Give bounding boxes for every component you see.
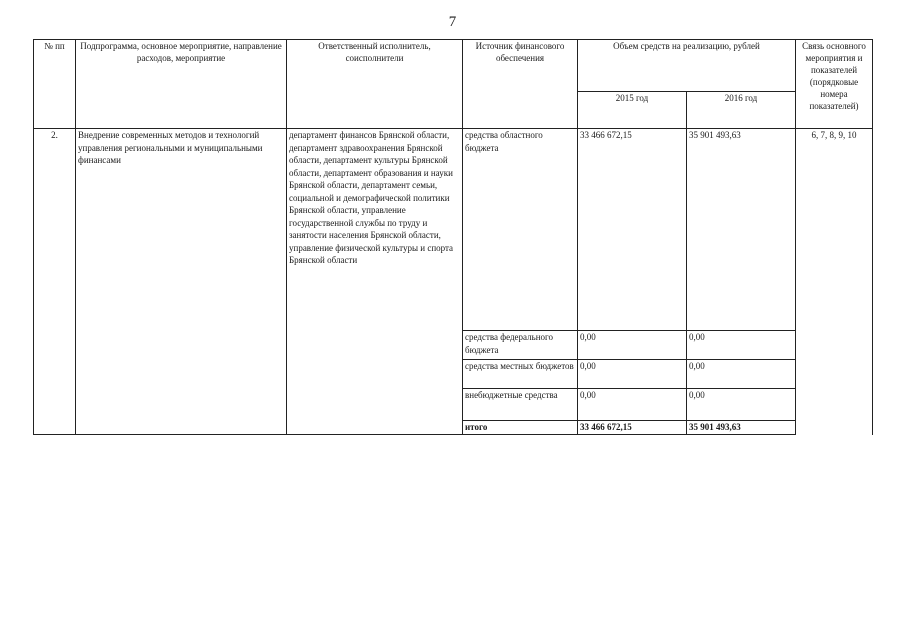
row-executor: департамент финансов Брянской области, департамент здравоохранения Брянской области, департамент культуры Брянской области, департамент образования и науки Брянской области, департамент семьи, социальной и демографической политики Брянской области, управление государственной службы по труду и занятости населения Брянской области, управление физической культуры и спорта Брянской области [287, 129, 463, 435]
header-volume: Объем средств на реализацию, рублей [578, 40, 796, 92]
financing-table [33, 39, 873, 435]
source-2016-value: 0,00 [687, 389, 796, 421]
page-number: 7 [448, 14, 457, 30]
row-link: 6, 7, 8, 9, 10 [796, 129, 873, 435]
header-source: Источник финансового обеспечения [463, 40, 578, 129]
source-name: средства федерального бюджета [463, 331, 578, 360]
header-link: Связь основного мероприятия и показателей (порядковые номера показателей) [796, 40, 873, 129]
source-2015-value: 0,00 [578, 331, 687, 360]
source-2015-value: 0,00 [578, 360, 687, 389]
source-2015-value: 33 466 672,15 [578, 129, 687, 331]
header-year-2016: 2016 год [687, 91, 796, 128]
source-2015-value: 0,00 [578, 389, 687, 421]
total-2016-value: 35 901 493,63 [687, 421, 796, 435]
source-2016-value: 35 901 493,63 [687, 129, 796, 331]
header-program: Подпрограмма, основное мероприятие, направление расходов, мероприятие [76, 40, 287, 129]
header-executor: Ответственный исполнитель, соисполнители [287, 40, 463, 129]
source-name: средства местных бюджетов [463, 360, 578, 389]
header-num: № пп [34, 40, 76, 129]
total-label: итого [463, 421, 578, 435]
source-name: внебюджетные средства [463, 389, 578, 421]
source-2016-value: 0,00 [687, 331, 796, 360]
row-program: Внедрение современных методов и технологий управления региональными и муниципальными финансами [76, 129, 287, 435]
total-2015-value: 33 466 672,15 [578, 421, 687, 435]
row-number: 2. [34, 129, 76, 435]
source-name: средства областного бюджета [463, 129, 578, 331]
source-2016-value: 0,00 [687, 360, 796, 389]
header-year-2015: 2015 год [578, 91, 687, 128]
